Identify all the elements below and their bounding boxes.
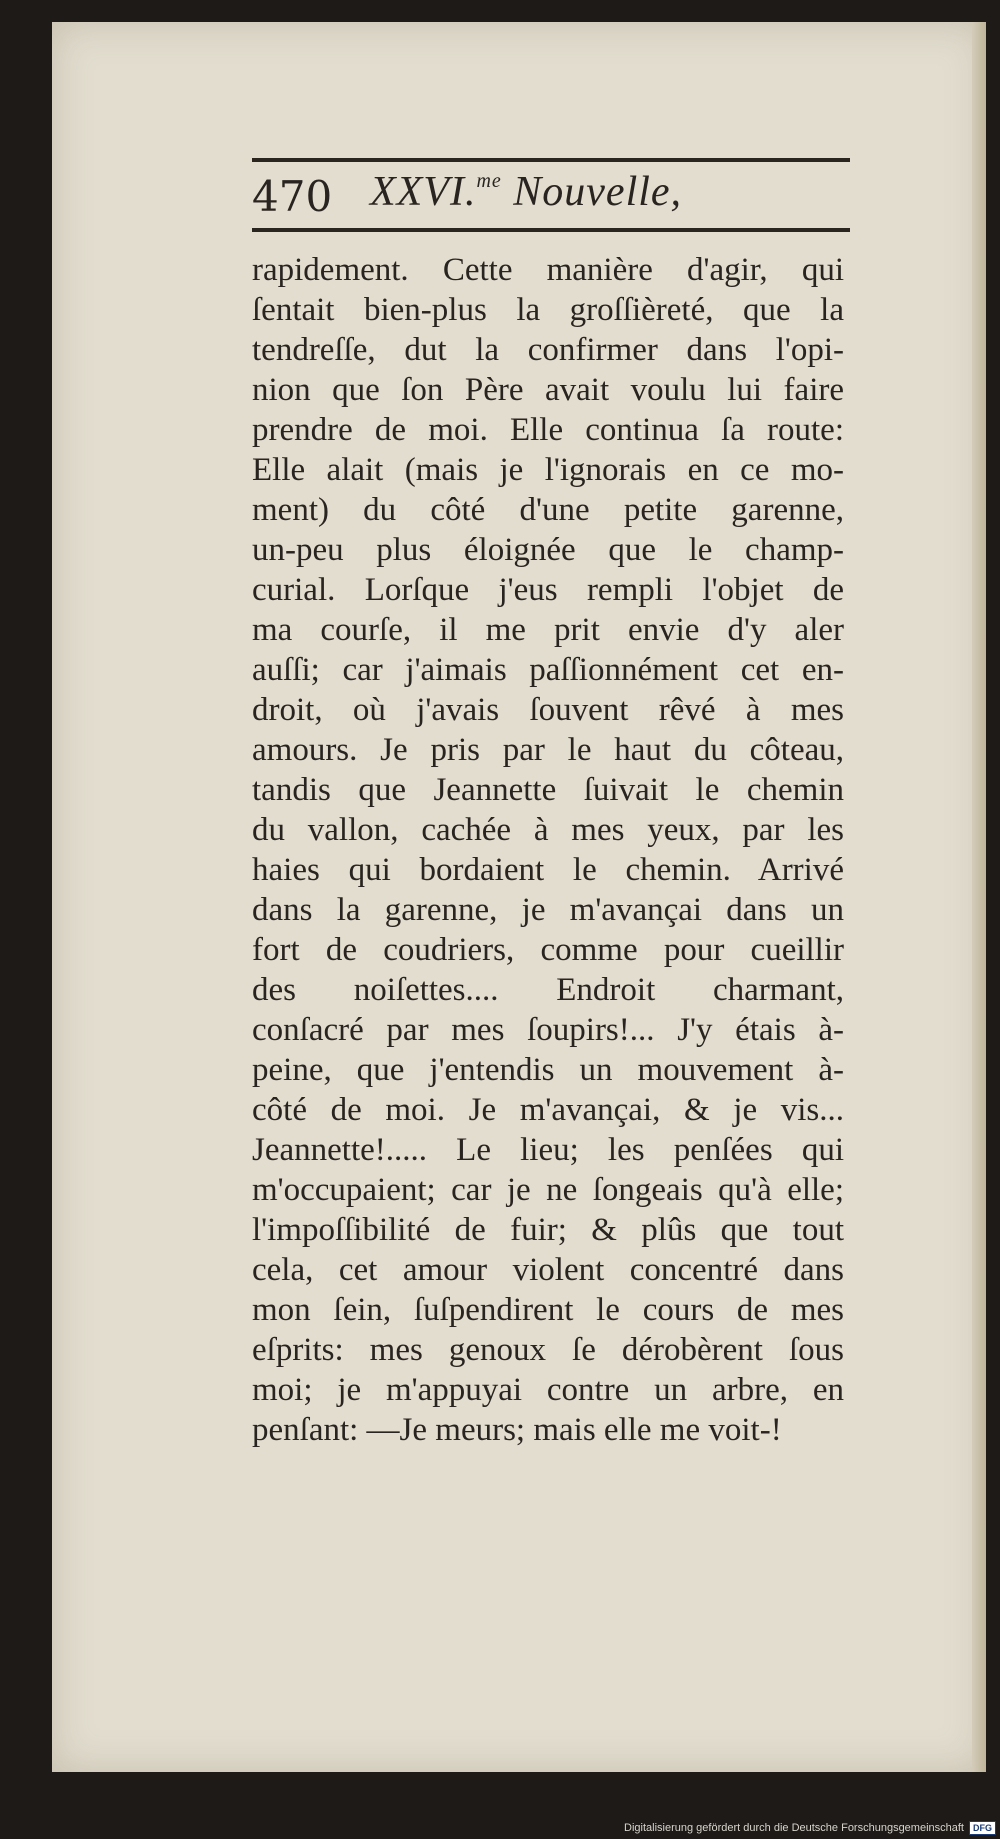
running-title-main: XXVI. bbox=[370, 169, 477, 215]
text-line: nion que ſon Père avait voulu lui faire bbox=[252, 372, 844, 408]
text-line: cela, cet amour violent concentré dans bbox=[252, 1252, 844, 1288]
text-line: des noiſettes.... Endroit charmant, bbox=[252, 972, 844, 1008]
running-title-rest: Nouvelle, bbox=[501, 169, 683, 215]
page-number: 470 bbox=[252, 172, 333, 221]
text-line: peine, que j'entendis un mouvement à- bbox=[252, 1052, 844, 1088]
running-header bbox=[252, 164, 852, 224]
text-line: fort de coudriers, comme pour cueillir bbox=[252, 932, 844, 968]
text-line: tendreſſe, dut la confirmer dans l'opi- bbox=[252, 332, 844, 368]
text-line: moi; je m'appuyai contre un arbre, en bbox=[252, 1372, 844, 1408]
text-line: m'occupaient; car je ne ſongeais qu'à elle; bbox=[252, 1172, 844, 1208]
text-line: amours. Je pris par le haut du côteau, bbox=[252, 732, 844, 768]
text-line: curial. Lorſque j'eus rempli l'objet de bbox=[252, 572, 844, 608]
dfg-logo: DFG bbox=[969, 1821, 996, 1835]
text-line: côté de moi. Je m'avançai, & je vis... bbox=[252, 1092, 844, 1128]
text-line: ſentait bien-plus la groſſièreté, que la bbox=[252, 292, 844, 328]
text-line: rapidement. Cette manière d'agir, qui bbox=[252, 252, 844, 288]
running-title-superscript: me bbox=[476, 170, 502, 192]
body-text bbox=[252, 250, 844, 1450]
text-line: tandis que Jeannette ſuivait le chemin bbox=[252, 772, 844, 808]
text-line: l'impoſſibilité de fuir; & plûs que tout bbox=[252, 1212, 844, 1248]
text-line: un-peu plus éloignée que le champ- bbox=[252, 532, 844, 568]
text-line: Elle alait (mais je l'ignorais en ce mo- bbox=[252, 452, 844, 488]
text-line: auſſi; car j'aimais paſſionnément cet en- bbox=[252, 652, 844, 688]
text-line: Jeannette!..... Le lieu; les penſées qui bbox=[252, 1132, 844, 1168]
text-line: ma courſe, il me prit envie d'y aler bbox=[252, 612, 844, 648]
text-line: droit, où j'avais ſouvent rêvé à mes bbox=[252, 692, 844, 728]
header-rule-top bbox=[252, 158, 850, 162]
text-line: haies qui bordaient le chemin. Arrivé bbox=[252, 852, 844, 888]
running-title bbox=[370, 168, 682, 216]
text-line: eſprits: mes genoux ſe dérobèrent ſous bbox=[252, 1332, 844, 1368]
header-rule-bottom bbox=[252, 228, 850, 232]
page-edge bbox=[972, 22, 986, 1772]
text-line: conſacré par mes ſoupirs!... J'y étais à- bbox=[252, 1012, 844, 1048]
text-line: prendre de moi. Elle continua ſa route: bbox=[252, 412, 844, 448]
text-line: ment) du côté d'une petite garenne, bbox=[252, 492, 844, 528]
text-line: penſant: —Je meurs; mais elle me voit-! bbox=[252, 1412, 782, 1448]
text-line: du vallon, cachée à mes yeux, par les bbox=[252, 812, 844, 848]
text-line: dans la garenne, je m'avançai dans un bbox=[252, 892, 844, 928]
credit-text: Digitalisierung gefördert durch die Deutsche Forschungsgemeinschaft bbox=[624, 1822, 964, 1834]
text-line: mon ſein, ſuſpendirent le cours de mes bbox=[252, 1292, 844, 1328]
digitization-credit bbox=[624, 1821, 996, 1835]
